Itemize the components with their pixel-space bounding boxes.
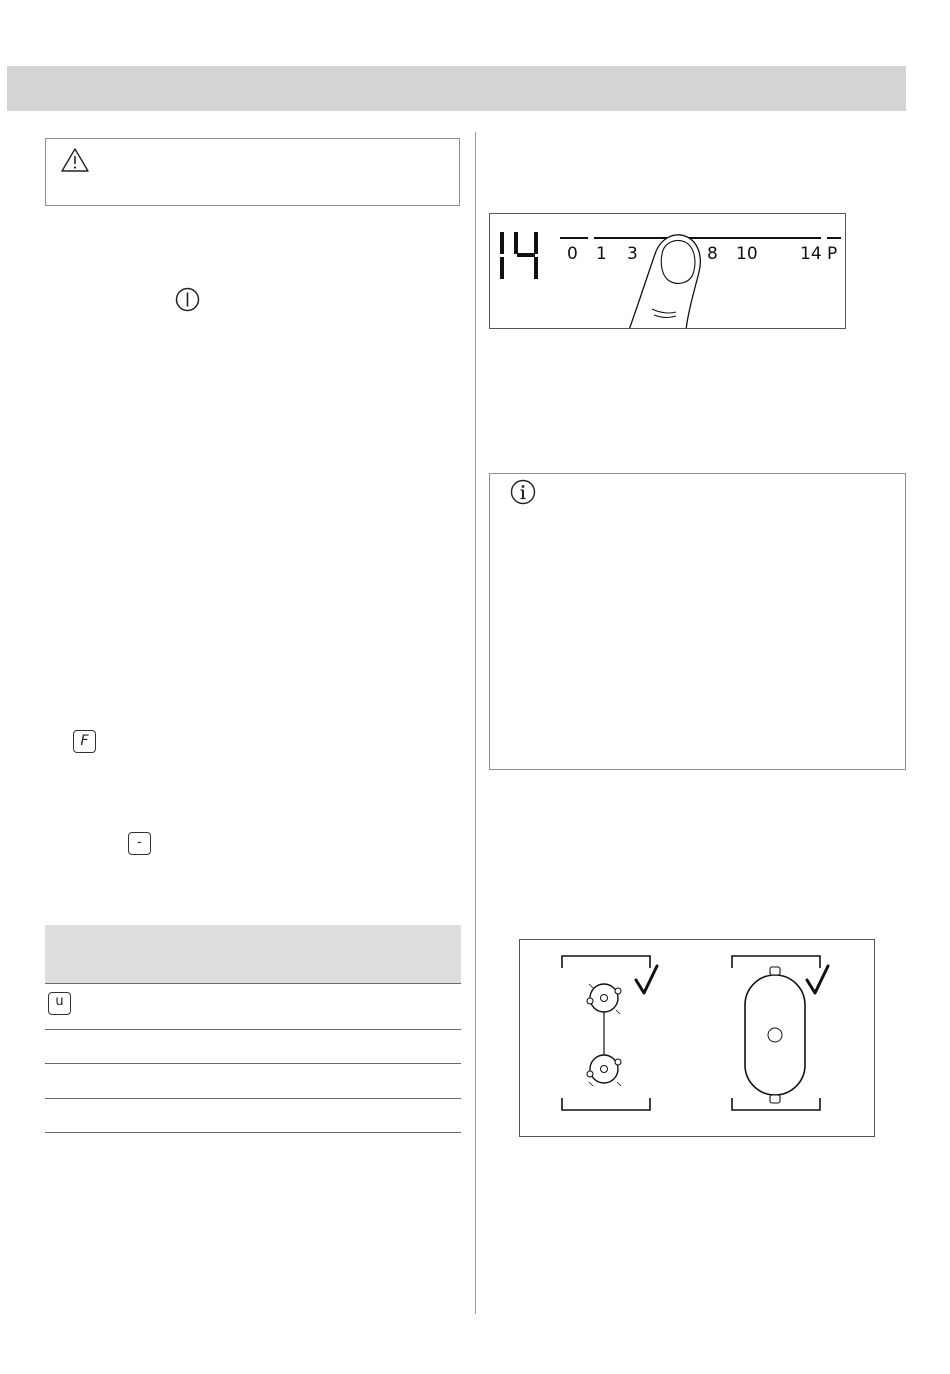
cooking-zones-figure [519,939,875,1137]
control-panel-figure [489,213,846,329]
warning-icon [60,147,90,177]
scale-label: P [827,244,838,264]
scale-label: 1 [596,244,607,264]
f-key-symbol: F [73,730,96,753]
minus-key-symbol: - [128,832,151,855]
table-row [45,983,461,1030]
warning-box [45,138,460,206]
scale-label: 3 [627,244,638,264]
scale-label: 14 [800,244,822,264]
scale-label: 8 [707,244,718,264]
zones-illustration [520,940,876,1138]
u-key-symbol: u [48,992,71,1015]
finger-illustration [490,214,846,329]
info-icon [510,479,536,509]
scale-label: 0 [567,244,578,264]
scale-label: 10 [736,244,758,264]
table-header [45,925,461,984]
info-box [489,473,906,770]
table-row [45,1030,461,1064]
table-row [45,1099,461,1133]
column-divider [475,132,476,1314]
power-icon [175,287,200,316]
table-row [45,1064,461,1099]
section-header-bar [7,66,906,111]
